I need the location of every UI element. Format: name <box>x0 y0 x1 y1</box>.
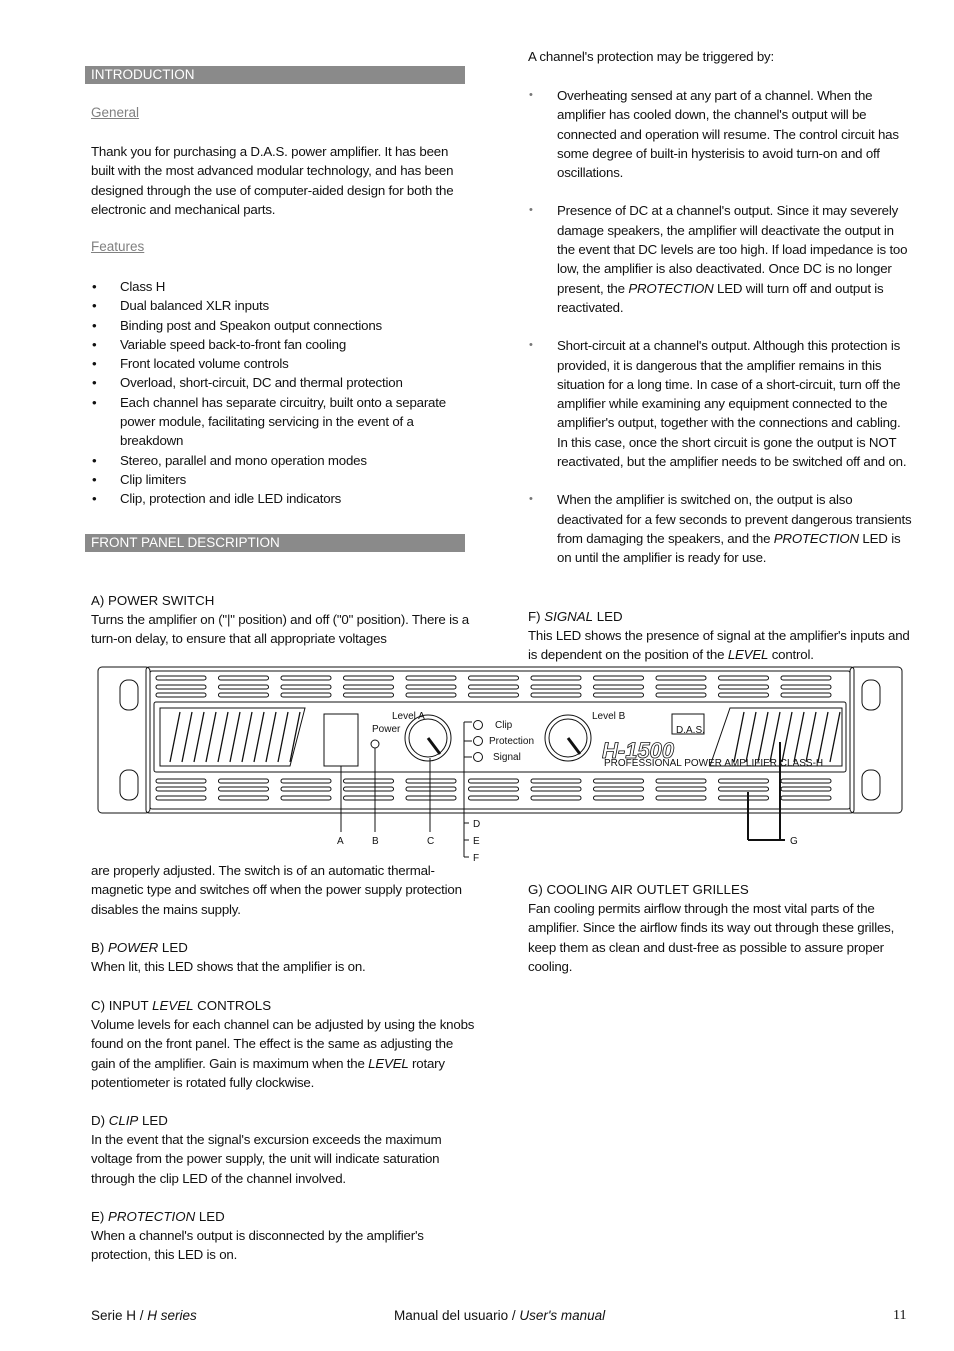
vent-slot <box>406 685 456 689</box>
level-a-label: Level A <box>392 711 425 722</box>
power-switch-text-1: Turns the amplifier on ("|" position) and off ("0" position). There is a turn-on delay, to ensure that all appropriate voltages <box>91 612 469 647</box>
clip-led <box>474 721 483 730</box>
vent-slot <box>781 676 831 680</box>
protection-intro: A channel's protection may be triggered by: <box>528 49 774 64</box>
vent-slot <box>594 787 644 791</box>
vent-slot <box>531 796 581 800</box>
footer-series: Serie H / H series <box>91 1308 197 1323</box>
cooling-grilles-heading: G) COOLING AIR OUTLET GRILLES <box>528 882 749 897</box>
vent-slot <box>344 787 394 791</box>
vent-slot <box>656 787 706 791</box>
vent-slot <box>781 779 831 783</box>
input-level-text: Volume levels for each channel can be adjusted by using the knobs found on the front panel. The effect is the same as adjusting the gain of the amplifier. Gain is maximum when the LEVEL rotary potentiometer is rotated fully clockwise. <box>91 1017 475 1090</box>
feature-item: • Clip, protection and idle LED indicators <box>92 489 476 508</box>
model-name: H-1500 <box>602 738 675 763</box>
feature-item: • Class H <box>92 277 476 296</box>
callout-c: C <box>427 836 435 847</box>
vent-slot <box>156 685 206 689</box>
vent-slot <box>531 787 581 791</box>
vent-slot <box>469 779 519 783</box>
protection-causes-list <box>529 86 913 568</box>
vent-slot <box>344 676 394 680</box>
list-item: • Presence of DC at a channel's output. Since it may severely damage speakers, the amplifier will deactivate the output in the event that DC levels are too high. If load impedance is too low, the amplifier is also deactivated. Once DC is no longer present, the PROTECTION LED will turn off and output is reactivated. <box>529 201 913 317</box>
vent-slot <box>781 693 831 697</box>
protection-led-text: When a channel's output is disconnected by the amplifier's protection, this LED is on. <box>91 1228 424 1263</box>
callout-d: D <box>473 819 481 830</box>
protection-led <box>474 737 483 746</box>
protection-label: Protection <box>489 736 535 747</box>
vent-slot <box>281 693 331 697</box>
vent-slot <box>156 676 206 680</box>
vent-slot <box>281 787 331 791</box>
power-label: Power <box>372 724 401 735</box>
level-b-label: Level B <box>592 711 626 722</box>
vent-slot <box>469 693 519 697</box>
vent-slot <box>156 796 206 800</box>
vent-slot <box>656 685 706 689</box>
vent-slot <box>719 796 769 800</box>
power-switch <box>324 714 358 766</box>
vent-slot <box>656 676 706 680</box>
list-item: • Overheating sensed at any part of a channel. When the amplifier has cooled down, the channel's output will be connected and operation will resume. The control circuit has some degree of built-in hysterisis to avoid turn-on and off oscillations. <box>529 86 913 182</box>
feature-item: • Each channel has separate circuitry, built onto a separate power module, facilitating servicing in the event of a breakdown <box>92 393 476 451</box>
power-led <box>371 740 379 748</box>
vent-slot <box>219 693 269 697</box>
vent-slot <box>781 796 831 800</box>
callout-a: A <box>337 836 344 847</box>
vent-slot <box>719 685 769 689</box>
features-list <box>92 277 476 509</box>
general-paragraph: Thank you for purchasing a D.A.S. power amplifier. It has been built with the most advanced modular technology, and has been designed through the use of computer-aided design for both the electronic and mechanical parts. <box>91 144 454 217</box>
feature-item: • Overload, short-circuit, DC and thermal protection <box>92 373 476 392</box>
cooling-grilles-text: Fan cooling permits airflow through the most vital parts of the amplifier. Since the airflow finds its way out through these grilles, keep them as clean and dust-free as possible to assure proper cooling. <box>528 901 895 974</box>
vent-slot <box>156 787 206 791</box>
top-vent-slots <box>156 676 831 697</box>
amplifier-front-panel-diagram <box>90 662 910 868</box>
callout-g: G <box>790 836 798 847</box>
vent-slot <box>719 693 769 697</box>
signal-label: Signal <box>493 752 521 763</box>
feature-item: • Clip limiters <box>92 470 476 489</box>
vent-slot <box>719 779 769 783</box>
vent-slot <box>594 685 644 689</box>
vent-slot <box>656 693 706 697</box>
signal-led-heading: F) SIGNAL LED <box>528 609 623 624</box>
vent-slot <box>281 779 331 783</box>
clip-led-text: In the event that the signal's excursion exceeds the maximum voltage from the power supply, the unit will indicate saturation through the clip LED of the channel involved. <box>91 1132 442 1186</box>
model-subtitle: PROFESSIONAL POWER AMPLIFIER CLASS-H <box>604 758 824 769</box>
vent-slot <box>719 676 769 680</box>
vent-slot <box>656 779 706 783</box>
vent-slot <box>344 796 394 800</box>
subheading-features: Features <box>91 239 145 254</box>
vent-slot <box>594 693 644 697</box>
vent-slot <box>219 676 269 680</box>
input-level-heading: C) INPUT LEVEL CONTROLS <box>91 998 272 1013</box>
vent-slot <box>344 685 394 689</box>
signal-led <box>474 753 483 762</box>
signal-led-text: This LED shows the presence of signal at the amplifier's inputs and is dependent on the position of the LEVEL control. <box>528 628 910 663</box>
subheading-general: General <box>91 105 140 120</box>
left-rack-ear <box>98 667 150 813</box>
vent-slot <box>281 676 331 680</box>
feature-item: • Binding post and Speakon output connections <box>92 316 476 335</box>
vent-slot <box>531 676 581 680</box>
callout-e: E <box>473 836 480 847</box>
vent-slot <box>469 796 519 800</box>
vent-slot <box>531 779 581 783</box>
vent-slot <box>781 787 831 791</box>
vent-slot <box>281 685 331 689</box>
vent-slot <box>281 796 331 800</box>
feature-item: • Stereo, parallel and mono operation modes <box>92 451 476 470</box>
vent-slot <box>406 676 456 680</box>
vent-slot <box>156 693 206 697</box>
feature-item: • Variable speed back-to-front fan cooling <box>92 335 476 354</box>
right-rack-ear <box>850 667 902 813</box>
vent-slot <box>469 676 519 680</box>
section-heading-introduction: INTRODUCTION <box>85 66 465 84</box>
vent-slot <box>594 676 644 680</box>
vent-slot <box>344 693 394 697</box>
vent-slot <box>344 779 394 783</box>
feature-item: • Front located volume controls <box>92 354 476 373</box>
feature-item: • Dual balanced XLR inputs <box>92 296 476 315</box>
power-led-text: When lit, this LED shows that the amplifier is on. <box>91 959 366 974</box>
footer-manual: Manual del usuario / User's manual <box>394 1308 606 1323</box>
vent-slot <box>406 779 456 783</box>
vent-slot <box>406 796 456 800</box>
vent-slot <box>594 779 644 783</box>
vent-slot <box>469 685 519 689</box>
vent-slot <box>781 685 831 689</box>
vent-slot <box>719 787 769 791</box>
vent-slot <box>219 779 269 783</box>
vent-slot <box>406 787 456 791</box>
brand-text: D.A.S. <box>676 725 705 736</box>
clip-led-heading: D) CLIP LED <box>91 1113 168 1128</box>
vent-slot <box>219 685 269 689</box>
vent-slot <box>531 693 581 697</box>
list-item: • When the amplifier is switched on, the output is also deactivated for a few seconds to prevent dangerous transients from damaging the speakers, and the PROTECTION LED is on until the amplifier is ready for use. <box>529 490 913 567</box>
section-heading-front-panel: FRONT PANEL DESCRIPTION <box>85 534 465 552</box>
clip-label: Clip <box>495 720 513 731</box>
vent-slot <box>219 787 269 791</box>
callout-f: F <box>473 853 480 864</box>
vent-slot <box>656 796 706 800</box>
page-number: 11 <box>893 1308 907 1323</box>
list-item: • Short-circuit at a channel's output. Although this protection is provided, it is dangerous that the amplifier remains in this situation for a long time. In case of a short-circuit, turn off the amplifier while examining any equipment connected to the amplifier's output, together with the connections and cabling. In this case, once the short circuit is gone the output is NOT reactivated, but the amplifier needs to be switched off and on. <box>529 336 913 471</box>
vent-slot <box>406 693 456 697</box>
power-switch-heading: A) POWER SWITCH <box>91 593 215 608</box>
vent-slot <box>594 796 644 800</box>
power-switch-text-2: are properly adjusted. The switch is of an automatic thermal-magnetic type and switches off when the power supply protection disables the mains supply. <box>91 863 462 917</box>
vent-slot <box>156 779 206 783</box>
vent-slot <box>219 796 269 800</box>
protection-led-heading: E) PROTECTION LED <box>91 1209 225 1224</box>
vent-slot <box>469 787 519 791</box>
power-led-heading: B) POWER LED <box>91 940 188 955</box>
callout-b: B <box>372 836 379 847</box>
bottom-vent-slots <box>156 779 831 800</box>
vent-slot <box>531 685 581 689</box>
